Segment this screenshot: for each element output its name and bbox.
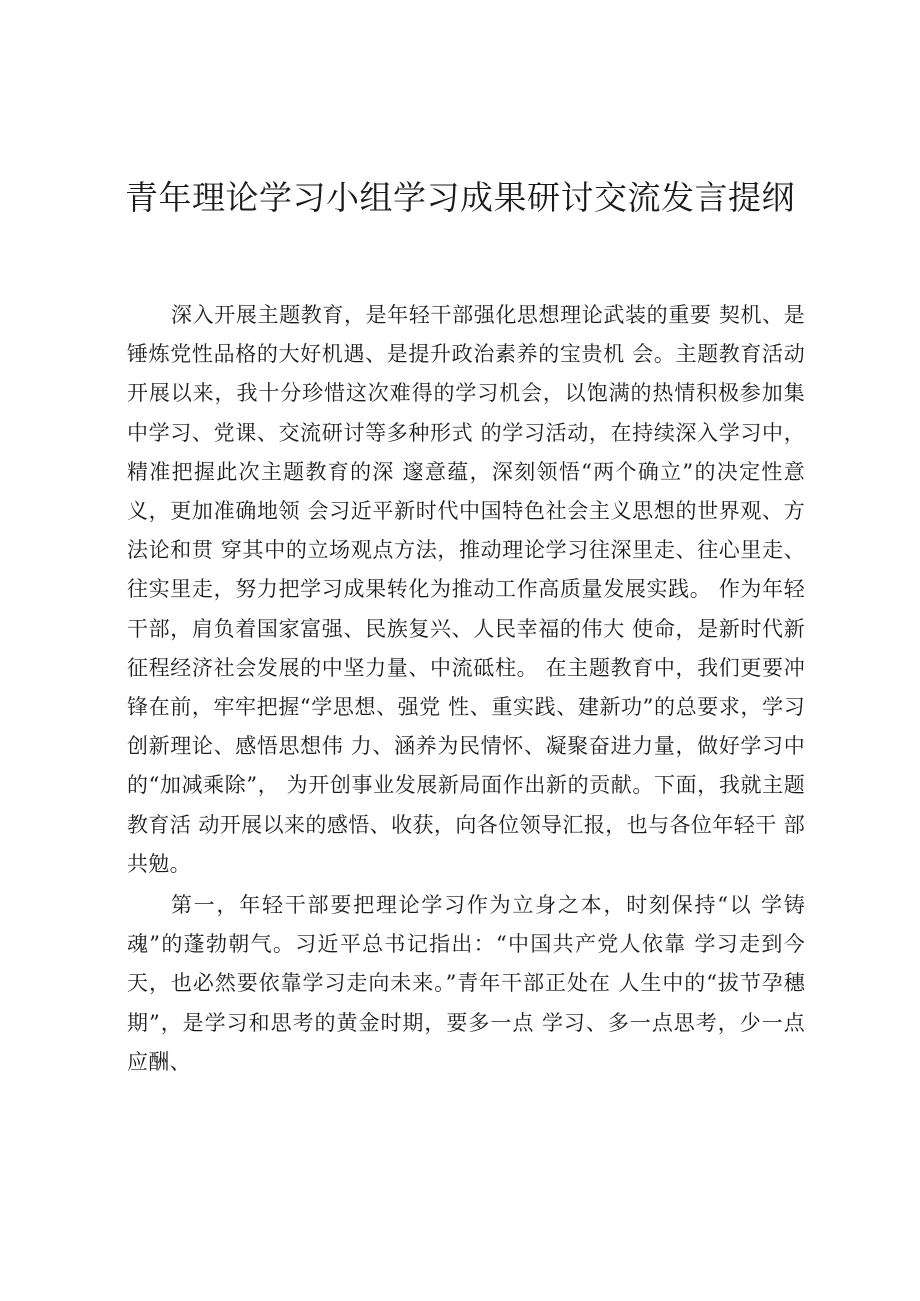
paragraph-intro: 深入开展主题教育，是年轻干部强化思想理论武装的重要 契机、是锤炼党性品格的大好机遇、是提升政治素养的宝贵机 会。主题教育活动开展以来，我十分珍惜这次难得的学习机会，以饱满的热情积极参加集中学习、党课、交流研讨等多种形式 的学习活动，在持续深入学习中，精准把握此次主题教育的深 邃意蕴，深刻领悟“两个确立”的决定性意义，更加准确地领 会习近平新时代中国特色社会主义思想的世界观、方法论和贯 穿其中的立场观点方法，推动理论学习往深里走、往心里走、 往实里走，努力把学习成果转化为推动工作高质量发展实践。 作为年轻干部，肩负着国家富强、民族复兴、人民幸福的伟大 使命，是新时代新征程经济社会发展的中坚力量、中流砥柱。 在主题教育中，我们更要冲锋在前，牢牢把握“学思想、强党 性、重实践、建新功”的总要求，学习创新理论、感悟思想伟 力、涵养为民情怀、凝聚奋进力量，做好学习中的“加减乘除”， 为开创事业发展新局面作出新的贡献。下面，我就主题教育活 动开展以来的感悟、收获，向各位领导汇报，也与各位年轻干 部共勉。 [127, 303, 805, 876]
document-title: 青年理论学习小组学习成果研讨交流发言提纲 [125, 178, 795, 217]
document-body [127, 296, 805, 1082]
paragraph-first-point: 第一，年轻干部要把理论学习作为立身之本，时刻保持“以 学铸魂”的蓬勃朝气。习近平总书记指出：“中国共产党人依靠 学习走到今天，也必然要依靠学习走向未来。”青年干部正处在 人生中的“拔节孕穗期”，是学习和思考的黄金时期，要多一点 学习、多一点思考，少一点应酬、 [127, 893, 805, 1074]
